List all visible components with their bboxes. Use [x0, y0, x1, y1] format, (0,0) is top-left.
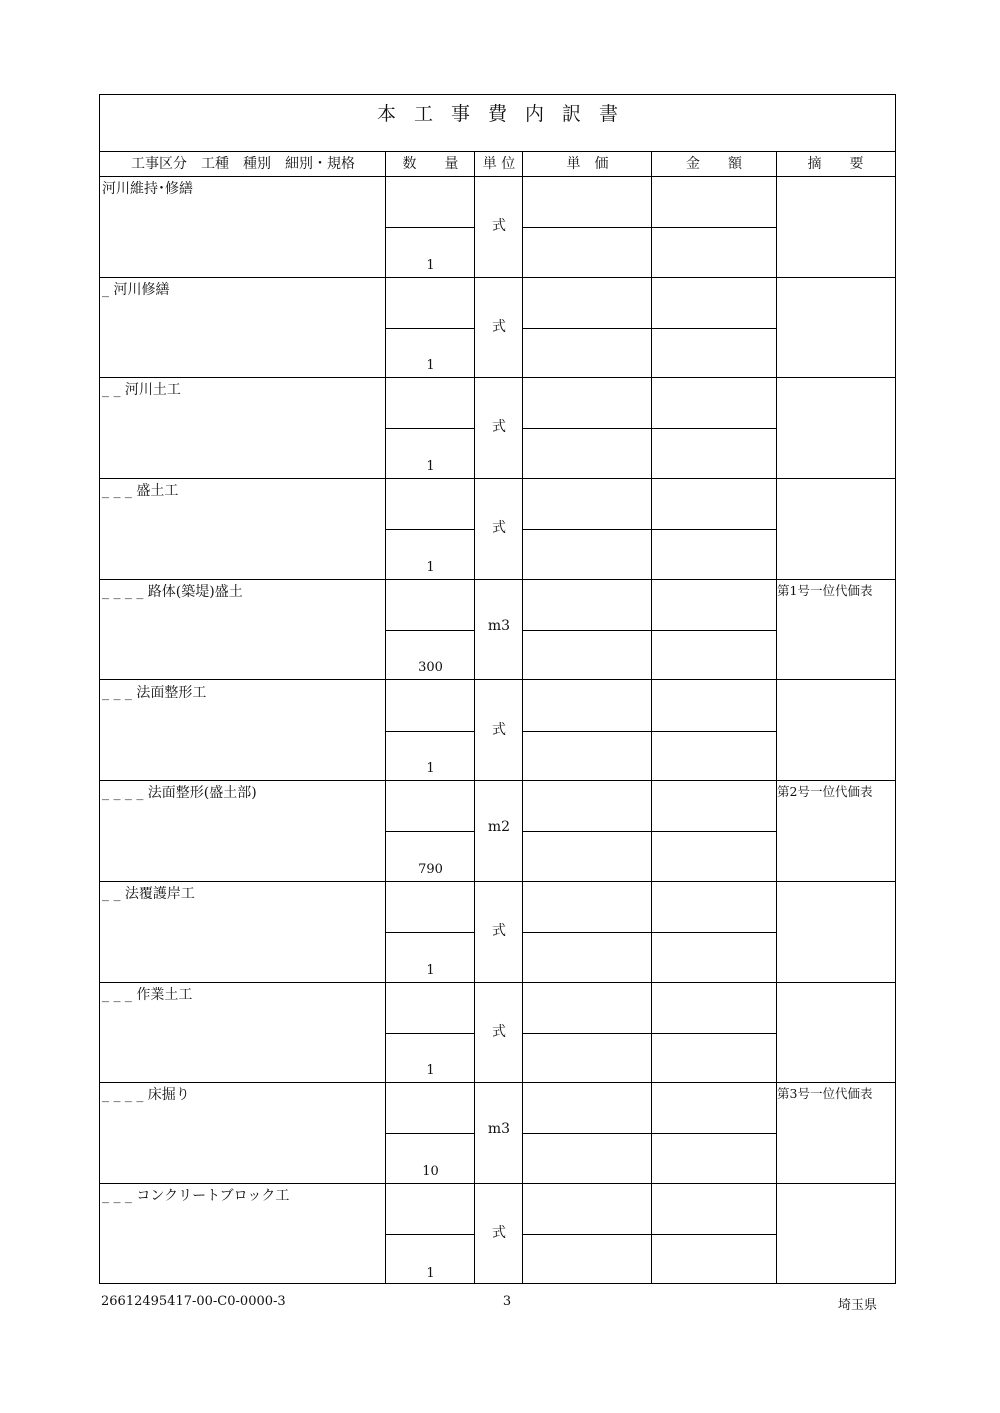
quantity-value: 300	[418, 660, 443, 676]
header-quantity: 数 量	[402, 156, 459, 172]
item-name: _ _ 河川土工	[102, 382, 181, 399]
quantity-value: 1	[426, 1063, 435, 1079]
unit-value: 式	[492, 520, 506, 537]
row-split-line	[523, 932, 652, 933]
item-name: _ _ _ 作業土工	[102, 986, 193, 1003]
row-split-line	[652, 1033, 776, 1034]
document-id: 26612495417-00-C0-0000-3	[101, 1294, 286, 1309]
column-divider	[522, 152, 523, 1283]
row-split-line	[523, 227, 652, 228]
column-divider	[776, 152, 777, 1283]
row-split-line	[523, 1234, 652, 1235]
column-divider	[385, 152, 386, 1283]
header-unit-price: 単 価	[566, 156, 609, 172]
header-item: 工事区分 工種 種別 細別・規格	[131, 156, 355, 172]
quantity-value: 10	[422, 1163, 439, 1179]
cost-breakdown-sheet	[99, 94, 896, 1284]
item-name: _ _ _ 法面整形工	[102, 684, 207, 701]
row-split-line	[652, 1133, 776, 1134]
row-split-line	[523, 1033, 652, 1034]
quantity-value: 1	[426, 962, 435, 978]
row-split-line	[652, 1234, 776, 1235]
row-split-line	[523, 428, 652, 429]
item-name: _ 河川修繕	[102, 281, 170, 298]
row-split-line	[386, 227, 475, 228]
row-split-line	[523, 1133, 652, 1134]
item-name: _ _ _ コンクリートブロック工	[102, 1188, 290, 1204]
row-split-line	[386, 529, 475, 530]
column-divider	[474, 152, 475, 1283]
title-area	[100, 95, 895, 152]
item-name: _ _ _ _ 路体(築堤)盛土	[102, 583, 243, 600]
row-split-line	[386, 428, 475, 429]
remarks-value: 第2号一位代価表	[777, 784, 873, 800]
row-split-line	[652, 831, 776, 832]
quantity-value: 1	[426, 459, 435, 475]
item-name: _ _ _ _ 床掘り	[102, 1087, 190, 1104]
item-name: 河川維持･修繕	[102, 181, 193, 197]
row-split-line	[652, 630, 776, 631]
item-name: _ _ 法覆護岸工	[102, 885, 195, 902]
row-split-line	[652, 731, 776, 732]
page-number: 3	[502, 1294, 512, 1309]
quantity-value: 1	[426, 761, 435, 777]
unit-value: 式	[492, 721, 506, 738]
row-split-line	[523, 328, 652, 329]
unit-value: m3	[487, 1121, 511, 1138]
document-title: 本工事費内訳書	[376, 103, 636, 125]
row-split-line	[523, 630, 652, 631]
row-split-line	[652, 328, 776, 329]
header-amount: 金 額	[686, 156, 742, 172]
quantity-value: 1	[426, 1265, 435, 1281]
item-name: _ _ _ 盛土工	[102, 483, 179, 500]
quantity-value: 790	[418, 861, 443, 877]
unit-value: 式	[492, 1225, 506, 1241]
unit-value: 式	[492, 922, 506, 939]
remarks-value: 第1号一位代価表	[777, 582, 873, 598]
row-split-line	[386, 731, 475, 732]
quantity-value: 1	[426, 257, 435, 273]
unit-value: 式	[492, 218, 506, 234]
remarks-value: 第3号一位代価表	[777, 1086, 873, 1102]
row-split-line	[523, 831, 652, 832]
unit-value: m2	[487, 819, 511, 836]
quantity-value: 1	[426, 559, 435, 575]
row-split-line	[652, 428, 776, 429]
row-split-line	[386, 1133, 475, 1134]
row-split-line	[386, 932, 475, 933]
row-split-line	[386, 328, 475, 329]
row-split-line	[386, 831, 475, 832]
row-split-line	[652, 932, 776, 933]
unit-value: 式	[492, 1023, 506, 1040]
item-name: _ _ _ _ 法面整形(盛土部)	[102, 785, 257, 802]
header-unit: 単 位	[482, 156, 516, 172]
header-remarks: 摘 要	[807, 156, 864, 172]
row-split-line	[386, 1234, 475, 1235]
unit-value: m3	[487, 617, 511, 634]
row-split-line	[523, 731, 652, 732]
row-split-line	[386, 1033, 475, 1034]
row-split-line	[652, 529, 776, 530]
unit-value: 式	[492, 419, 506, 436]
issuer-name: 埼玉県	[838, 1298, 878, 1313]
quantity-value: 1	[426, 358, 435, 374]
row-split-line	[523, 529, 652, 530]
row-split-line	[386, 630, 475, 631]
column-divider	[651, 152, 652, 1283]
unit-value: 式	[492, 318, 506, 335]
row-split-line	[652, 227, 776, 228]
